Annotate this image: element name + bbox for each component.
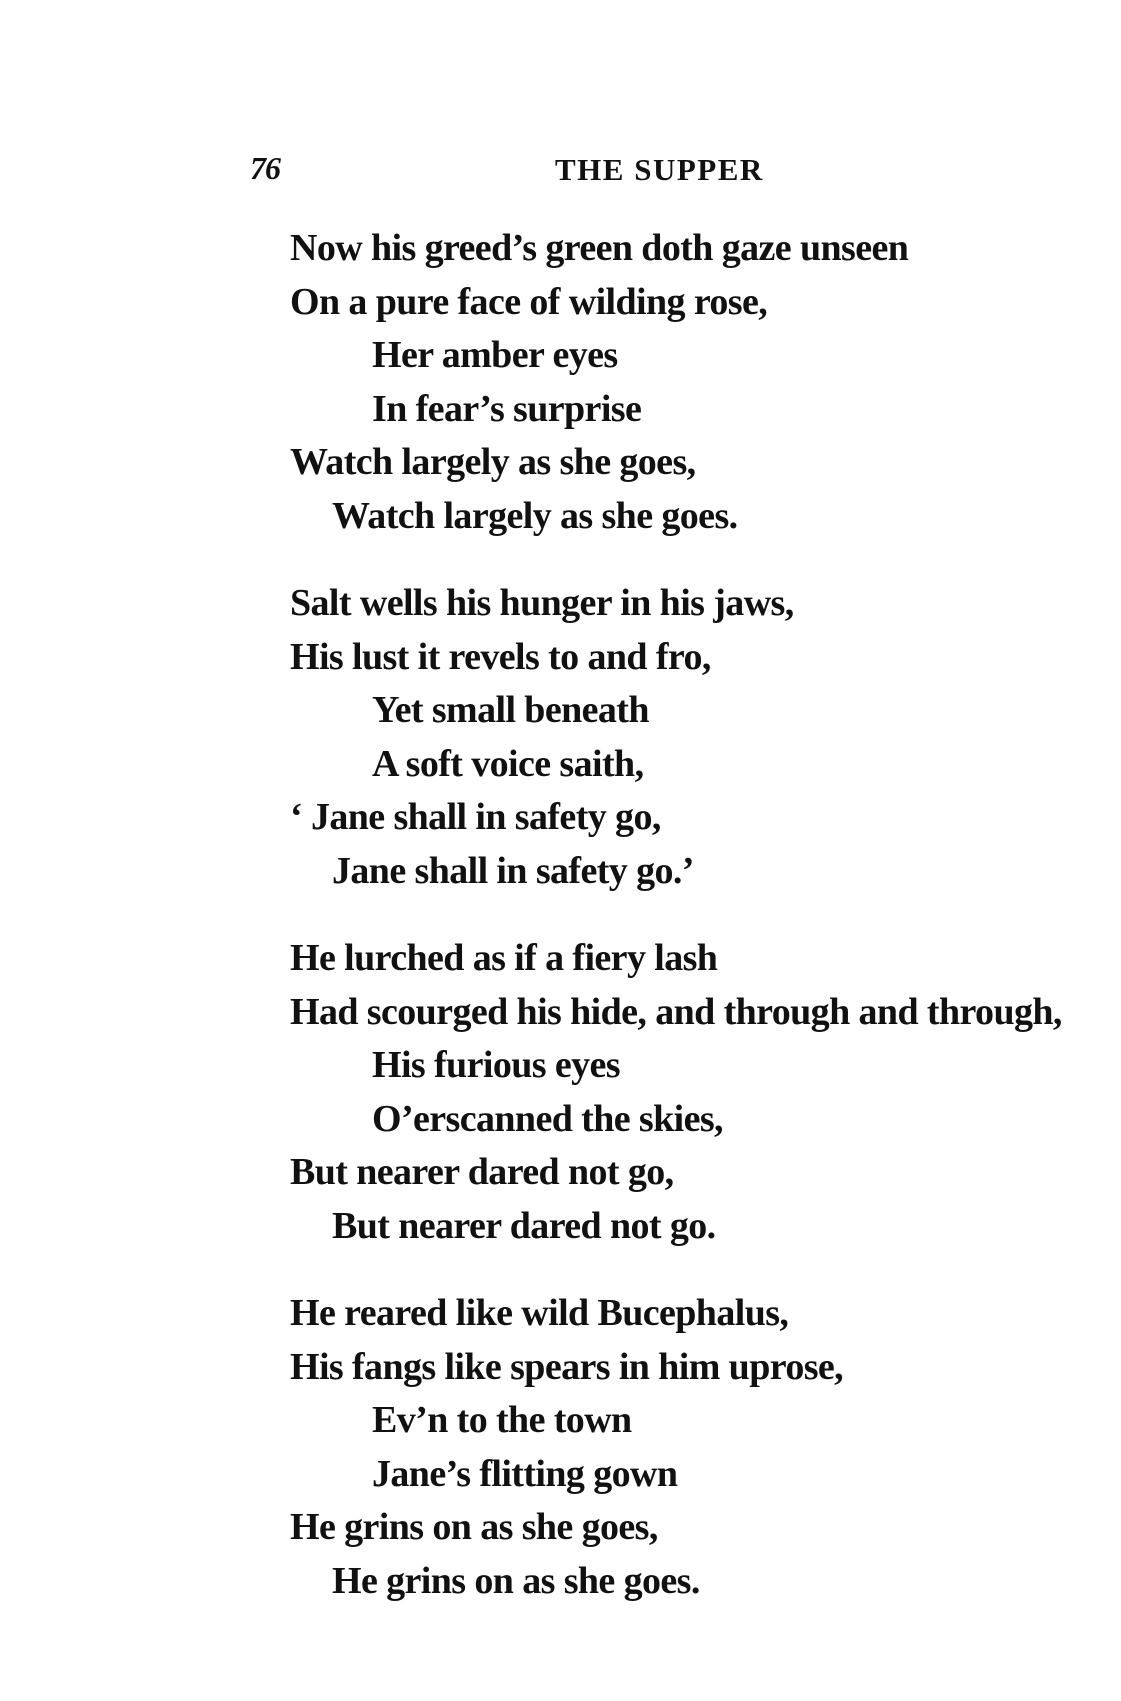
poem-line: Salt wells his hunger in his jaws, [290,582,794,624]
poem-line: A soft voice saith, [372,742,644,785]
poem-line: But nearer dared not go, [290,1151,674,1193]
poem-line: Had scourged his hide, and through and through, [290,990,1062,1033]
poem-line: His lust it revels to and fro, [290,635,711,678]
poem-line: On a pure face of wilding rose, [290,280,768,323]
poem-line: He reared like wild Bucephalus, [290,1292,789,1334]
poem-line: Watch largely as she goes. [332,494,738,537]
stanza-2 [290,577,1120,898]
poem-line: Watch largely as she goes, [290,441,696,483]
poem [290,222,1120,1642]
poem-line: In fear’s surprise [372,387,642,430]
poem-line: ‘ Jane shall in safety go, [290,796,661,838]
poem-line: He grins on as she goes, [290,1506,658,1548]
running-title: THE SUPPER [555,152,764,187]
poem-line: Now his greed’s green doth gaze unseen [290,227,909,269]
poem-line: Yet small beneath [372,689,649,731]
poem-line: Ev’n to the town [372,1399,632,1441]
poem-line: He grins on as she goes. [332,1559,700,1602]
poem-line: Jane’s flitting gown [372,1452,678,1495]
page-header [250,150,810,190]
page-number: 76 [250,150,280,186]
stanza-3 [290,932,1120,1253]
poem-line: Jane shall in safety go.’ [332,849,694,892]
stanza-1 [290,222,1120,543]
poem-line: He lurched as if a fiery lash [290,937,718,979]
poem-line: His fangs like spears in him uprose, [290,1345,844,1388]
stanza-4 [290,1287,1120,1608]
poem-line: But nearer dared not go. [332,1204,716,1247]
poem-line: His furious eyes [372,1044,620,1086]
poem-line: O’erscanned the skies, [372,1097,723,1140]
poem-line: Her amber eyes [372,334,618,376]
